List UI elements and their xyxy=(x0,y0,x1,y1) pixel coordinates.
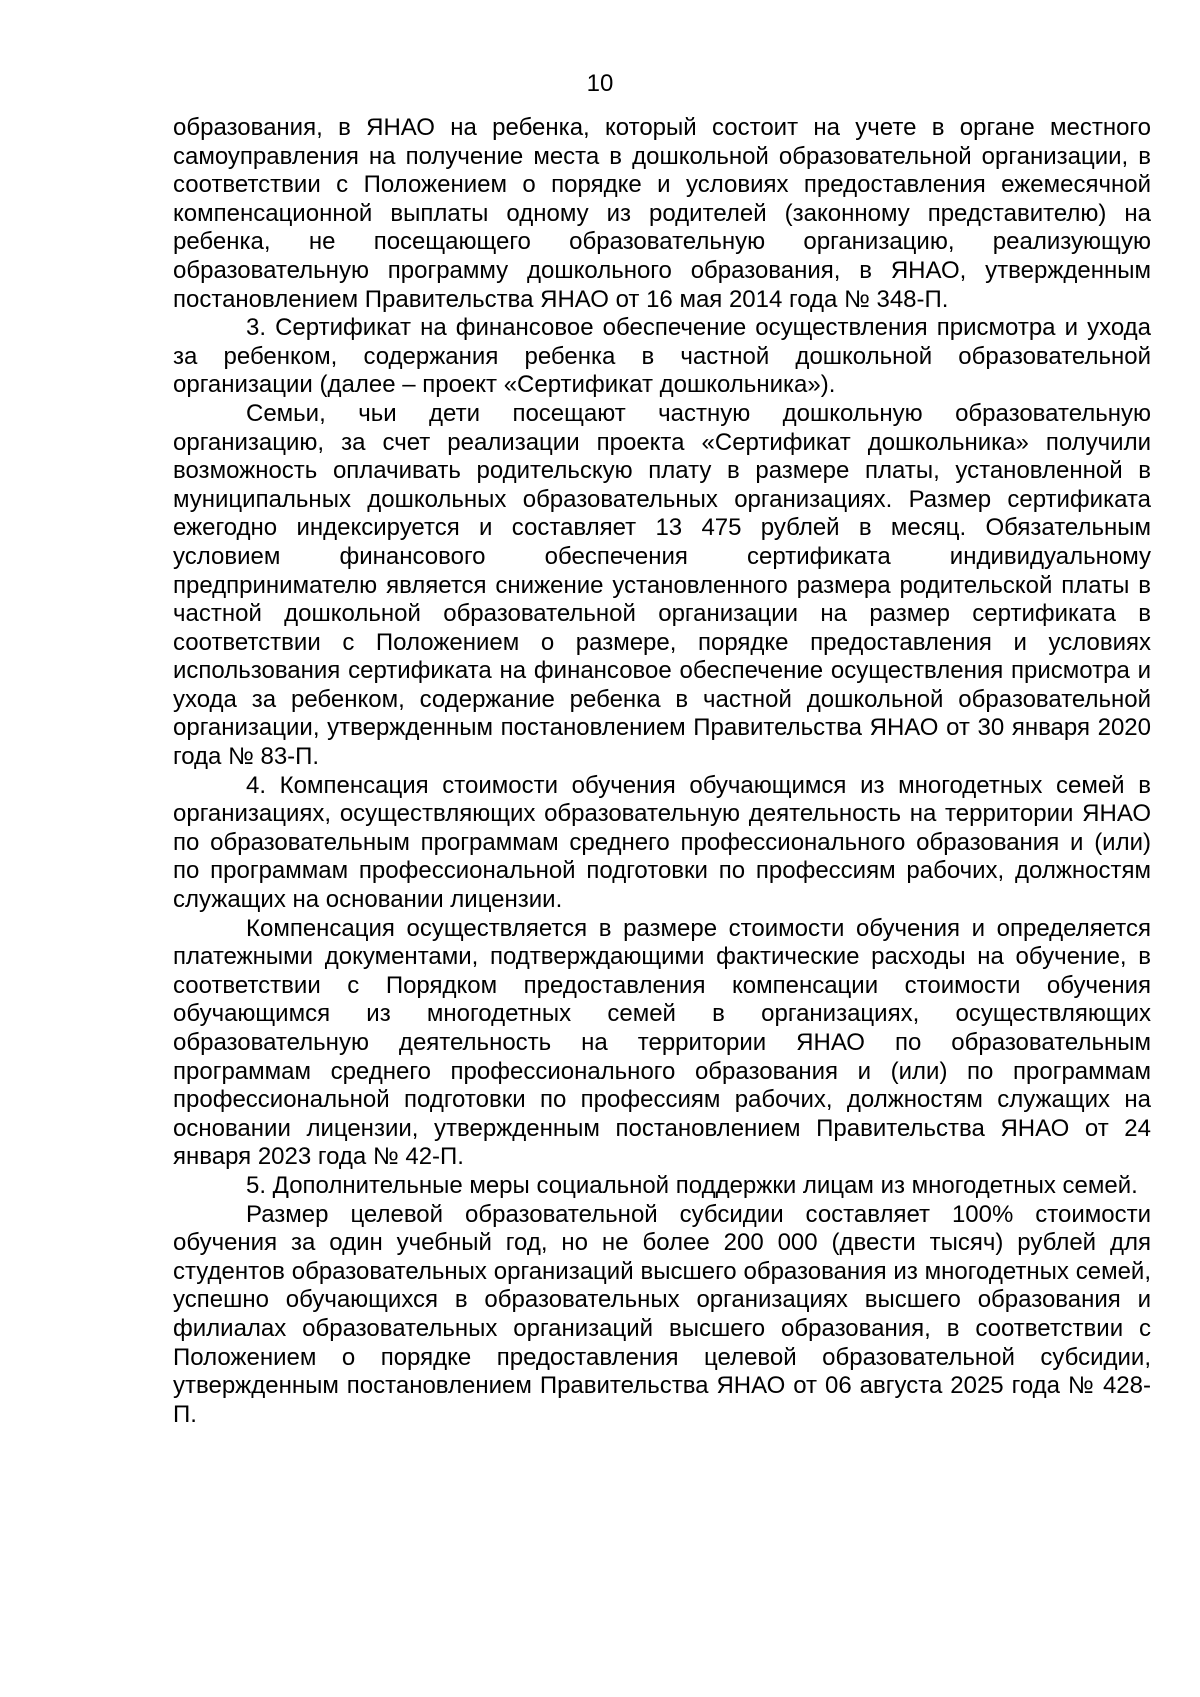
paragraph-subsidy-details: Размер целевой образовательной субсидии составляет 100% стоимости обучения за один учебный год, но не более 200 000 (двести тысяч) рублей для студентов образовательных организаций высшего образования из многодетных семей, успешно обучающихся в образовательных организациях высшего образования и филиалах образовательных организаций высшего образования, в соответствии с Положением о порядке предоставления целевой образовательной субсидии, утвержденным постановлением Правительства ЯНАО от 06 августа 2025 года № 428-П. xyxy=(173,1200,1151,1428)
document-body xyxy=(173,114,1151,1429)
paragraph-item-5: 5. Дополнительные меры социальной поддержки лицам из многодетных семей. xyxy=(246,1171,1138,1199)
page-number: 10 xyxy=(586,70,614,97)
paragraph-compensation-details: Компенсация осуществляется в размере стоимости обучения и определяется платежными документами, подтверждающими фактические расходы на обучение, в соответствии с Порядком предоставления компенсации стоимости обучения обучающимся из многодетных семей в организациях, осуществляющих образовательную деятельность на территории ЯНАО по образовательным программам среднего профессионального образования и (или) по программам профессиональной подготовки по профессиям рабочих, должностям служащих на основании лицензии, утвержденным постановлением Правительства ЯНАО от 24 января 2023 года № 42-П. xyxy=(173,914,1151,1171)
paragraph-certificate-details: Семьи, чьи дети посещают частную дошкольную образовательную организацию, за счет реализации проекта «Сертификат дошкольника» получили возможность оплачивать родительскую плату в размере платы, установленной в муниципальных дошкольных образовательных организациях. Размер сертификата ежегодно индексируется и составляет 13 475 рублей в месяц. Обязательным условием финансового обеспечения сертификата индивидуальному предпринимателю является снижение установленного размера родительской платы в частной дошкольной образовательной организации на размер сертификата в соответствии с Положением о размере, порядке предоставления и условиях использования сертификата на финансовое обеспечение осуществления присмотра и ухода за ребенком, содержание ребенка в частной дошкольной образовательной организации, утвержденным постановлением Правительства ЯНАО от 30 января 2020 года № 83-П. xyxy=(173,399,1151,771)
paragraph-item-3: 3. Сертификат на финансовое обеспечение осуществления присмотра и ухода за ребенком, содержания ребенка в частной дошкольной образовательной организации (далее – проект «Сертификат дошкольника»). xyxy=(173,314,1151,399)
paragraph-item-4: 4. Компенсация стоимости обучения обучающимся из многодетных семей в организациях, осуществляющих образовательную деятельность на территории ЯНАО по образовательным программам среднего профессионального образования и (или) по программам профессиональной подготовки по профессиям рабочих, должностям служащих на основании лицензии. xyxy=(173,771,1151,914)
paragraph-continuation: образования, в ЯНАО на ребенка, который состоит на учете в органе местного самоуправления на получение места в дошкольной образовательной организации, в соответствии с Положением о порядке и условиях предоставления ежемесячной компенсационной выплаты одному из родителей (законному представителю) на ребенка, не посещающего образовательную организацию, реализующую образовательную программу дошкольного образования, в ЯНАО, утвержденным постановлением Правительства ЯНАО от 16 мая 2014 года № 348-П. xyxy=(173,114,1151,313)
